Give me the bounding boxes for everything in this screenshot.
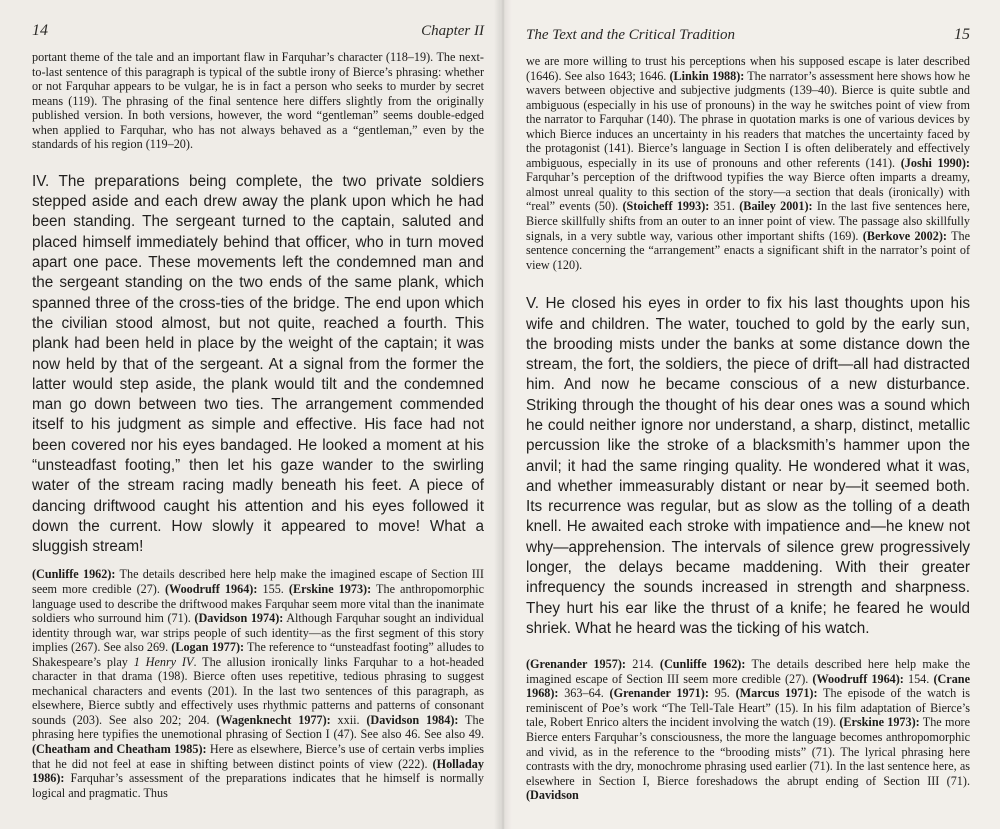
right-page-number: 15 <box>954 26 970 43</box>
left-page-number: 14 <box>32 22 48 39</box>
citation-label: (Joshi 1990): <box>900 155 970 170</box>
commentary-text: The episode of the watch is reminiscent of Poe’s work “The Tell-Tale Heart” (15). In his film adaptation of Bierce’s tale, Robert Enrico alters the incident involving the watch (19). <box>526 686 971 730</box>
citation-label: (Cheatham and Cheatham 1985): <box>32 742 207 757</box>
citation-label: (Wagenknecht 1977): <box>216 712 331 727</box>
right-page <box>500 0 1000 829</box>
work-title: 1 Henry IV <box>133 654 194 669</box>
citation-label: (Cunliffe 1962): <box>32 567 116 582</box>
commentary-text: The more Bierce enters Farquhar’s consciousness, the more the language becomes anthropomorphic and vivid, as in the reference to the “brooding mists” (71). The lyrical phrasing here contrasts with the dry, monochrome phrasing used earlier (71). In the last sentence here, as elsewhere in Section I, Bierce foreshadows the abrupt ending of Section III (71). <box>526 715 970 788</box>
commentary-text: 155. <box>257 582 289 597</box>
commentary-text: The anthropomorphic language used to describe the driftwood makes Farquhar seem more vital than the inanimate soldiers who surround him (71). <box>32 582 484 626</box>
commentary-text: The phrasing here typifies the unemotional phrasing of Section I (47). See also 46. See also 49. <box>32 712 485 742</box>
commentary-text: The details described here help make the imagined escape of Section III seem more credible (27). <box>32 567 484 597</box>
commentary-text: 154. <box>903 671 934 686</box>
commentary-text: The reference to “unsteadfast footing” alludes to Shakespeare’s play <box>32 640 484 669</box>
citation-label: (Grenander 1957): <box>526 657 626 672</box>
commentary-text: 95. <box>708 686 736 701</box>
commentary-text: Although Farquhar sought an individual identity through war, war strips people of such identity—as the first segment of this story implies (267). See also 269. <box>32 611 484 655</box>
right-commentary-top <box>526 54 970 272</box>
commentary-text: portant theme of the tale and an important flaw in Farquhar’s character (118–19). The next-to-last sentence of this paragraph is typical of the subtle irony of Bierce’s phrasing: whether or not Farquhar appears to be vulgar, he is in fact a person who seeks to murder by secret means (119). The phrasing of the final sentence here differs slightly from the originally published version. In both versions, however, the word “gentleman” seems double-edged when applied to Farquhar, who has not always behaved as a “gentleman,” even by the standards of his region (119–20). <box>32 50 484 152</box>
commentary-text: Farquhar’s perception of the driftwood typifies the way Bierce often imparts a dreamy, almost unreal quality to this section of the story—a section that deals (ironically) with “real” events (50). <box>526 170 970 214</box>
left-story-passage: IV. The preparations being complete, the two private soldiers stepped aside and each drew away the plank upon which he had been standing. The sergeant turned to the captain, saluted and placed himself immediately behind that officer, who in turn moved apart one pace. These movements left the condemned man and the sergeant standing on the two ends of the same plank, which spanned three of the cross-ties of the bridge. The end upon which the civilian stood almost, but not quite, reached a fourth. This plank had been held in place by the weight of the captain; it was now held by that of the sergeant. At a signal from the former the latter would step aside, the plank would tilt and the condemned man go down between two ties. The arrangement commended itself to his judgment as simple and effective. His face had not been covered nor his eyes bandaged. He looked a moment at his “unsteadfast footing,” then let his gaze wander to the swirling water of the stream racing madly beneath his feet. A piece of dancing driftwood caught his attention and his eyes followed it down the current. How slowly it appeared to move! What a sluggish stream! <box>32 172 484 556</box>
citation-label: (Grenander 1971): <box>609 686 709 701</box>
commentary-text: In the last five sentences here, Bierce skillfully shifts from an outer to an inner point of view. The passage also skillfully signals, in a very subtle way, various other important shifts (169). <box>526 199 970 243</box>
citation-label: (Crane 1968): <box>526 671 970 701</box>
citation-label: (Linkin 1988): <box>669 68 745 83</box>
right-story-passage: V. He closed his eyes in order to fix his last thoughts upon his wife and children. The water, touched to gold by the early sun, the brooding mists under the banks at some distance down the stream, the fort, the soldiers, the piece of drift—all had distracted him. And now he became conscious of a new disturbance. Striking through the thought of his dear ones was a sound which he could neither ignore nor understand, a sharp, distinct, metallic percussion like the stroke of a blacksmith’s hammer upon the anvil; it had the same ringing quality. He wondered what it was, and whether immeasurably distant or near by—it seemed both. Its recurrence was regular, but as slow as the tolling of a death knell. He awaited each stroke with impatience and—he knew not why—apprehension. The intervals of silence grew progressively longer, the delays became maddening. With their greater infrequency the sounds increased in strength and sharpness. They hurt his ear like the thrust of a knife; he feared he would shriek. What he heard was the ticking of his watch. <box>526 295 970 637</box>
left-running-head: Chapter II <box>421 23 484 39</box>
commentary-text: we are more willing to trust his perceptions when his supposed escape is later described (1646). See also 1643; 1646. <box>526 54 970 83</box>
citation-label: (Berkove 2002): <box>862 228 947 243</box>
commentary-text: The sentence concerning the “arrangement” enacts a significant shift in the narrator’s point of view (120). <box>526 228 971 272</box>
citation-label: (Marcus 1971): <box>735 686 818 701</box>
commentary-text: The narrator’s assessment here shows how he wavers between objective and subjective judgments (139–40). Bierce is quite subtle and ambiguous (especially in his use of pronouns) in the way he switches point of view from the narrator to Farquhar (140). The phrase in quotation marks is one of various devices by which Bierce induces an uncertainty in his readers that matches the uncertainty faced by the protagonist (141). Bierce’s language in Section I is often deliberately and effectively ambiguous, especially in its use of pronouns and other referents (141). <box>526 68 970 170</box>
right-page-header <box>526 26 970 48</box>
citation-label: (Davidson 1974): <box>194 611 284 626</box>
citation-label: (Davidson 1984): <box>366 712 459 727</box>
commentary-text: 214. <box>625 657 660 672</box>
commentary-text: 351. <box>709 199 740 214</box>
commentary-text: The details described here help make the imagined escape of Section III seem more credible (27). <box>526 657 971 686</box>
citation-label: (Woodruff 1964): <box>812 671 904 686</box>
citation-label: (Cunliffe 1962): <box>659 657 746 672</box>
commentary-text: Farquhar’s assessment of the preparations indicates that he himself is normally logical and pragmatic. Thus <box>32 771 484 800</box>
commentary-text: 363–64. <box>558 686 610 701</box>
commentary-text: xxii. <box>330 712 367 727</box>
citation-label: (Davidson <box>526 788 579 803</box>
left-commentary-top <box>32 50 484 152</box>
left-page-header <box>32 22 484 44</box>
commentary-text: . The allusion ironically links Farquhar to a hot-headed character in that drama (198). Bierce often uses repetitive, tedious phrasing to suggest mechanical characters and events (201). In the last two sentences of this paragraph, as elsewhere, Bierce subtly and effectively uses rhythmic patterns and patterns of consonant sounds (203). See also 202; 204. <box>32 654 484 727</box>
left-commentary-bottom <box>32 567 484 800</box>
citation-label: (Erskine 1973): <box>288 582 372 597</box>
citation-label: (Bailey 2001): <box>739 199 813 214</box>
citation-label: (Erskine 1973): <box>839 715 920 730</box>
citation-label: (Logan 1977): <box>171 640 245 655</box>
citation-label: (Stoicheff 1993): <box>622 199 710 214</box>
right-running-head: The Text and the Critical Tradition <box>526 27 736 43</box>
citation-label: (Holladay 1986): <box>32 756 484 786</box>
citation-label: (Woodruff 1964): <box>165 582 258 597</box>
commentary-text: Here as elsewhere, Bierce’s use of certain verbs implies that he did not feel at ease in shifting between distinct points of view (222). <box>32 742 484 771</box>
right-commentary-bottom <box>526 657 970 802</box>
